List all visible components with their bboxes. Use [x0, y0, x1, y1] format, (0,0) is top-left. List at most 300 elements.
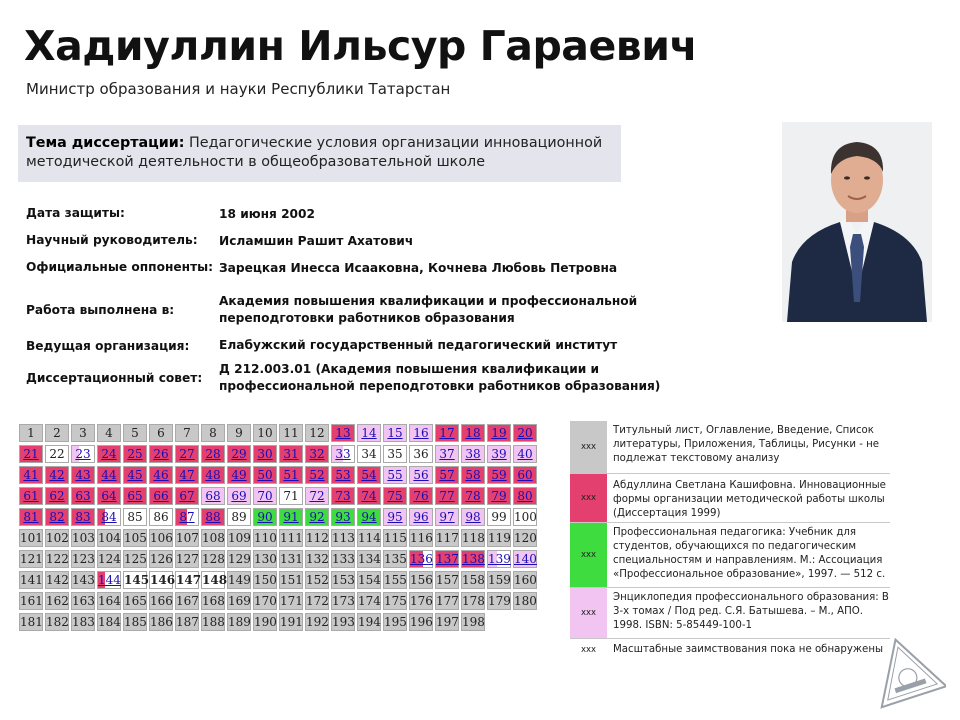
info-row [26, 233, 726, 260]
page-number: 3 [79, 426, 87, 440]
page-number: 168 [202, 594, 225, 608]
page-cell [253, 592, 277, 610]
page-number: 8 [209, 426, 217, 440]
page-number: 83 [75, 510, 91, 524]
legend-row [570, 474, 890, 523]
page-cell [513, 592, 537, 610]
page-number: 79 [491, 489, 507, 503]
page-number: 63 [75, 489, 91, 503]
page-number: 2 [53, 426, 61, 440]
page-cell[interactable] [175, 487, 199, 505]
page-cell [357, 613, 381, 631]
page-cell [227, 550, 251, 568]
page-number: 122 [46, 552, 69, 566]
page-number: 111 [280, 531, 303, 545]
page-cell[interactable] [45, 487, 69, 505]
page-cell [201, 613, 225, 631]
page-cell[interactable] [409, 550, 433, 568]
page-cell[interactable] [253, 508, 277, 526]
page-cell[interactable] [487, 424, 511, 442]
page-cell [409, 613, 433, 631]
page-cell[interactable] [461, 550, 485, 568]
legend-row [570, 588, 890, 639]
page-number: 121 [20, 552, 43, 566]
page-cell[interactable] [71, 487, 95, 505]
page-cell [279, 550, 303, 568]
page-cell [123, 592, 147, 610]
page-cell[interactable] [331, 487, 355, 505]
page-number: 162 [46, 594, 69, 608]
page-cell[interactable] [227, 466, 251, 484]
page-number: 113 [332, 531, 355, 545]
page-number: 32 [309, 447, 325, 461]
page-number: 31 [283, 447, 299, 461]
topic-label: Тема диссертации: [26, 135, 185, 151]
legend-text: Абдуллина Светлана Кашифовна. Инновационные формы организации методической работы школы (Диссертация 1999) [613, 480, 886, 519]
page-number: 112 [306, 531, 329, 545]
page-number: 34 [361, 447, 377, 461]
page-cell [279, 571, 303, 589]
page-cell [71, 613, 95, 631]
page-number: 151 [280, 573, 303, 587]
page-cell[interactable] [331, 445, 355, 463]
dissertation-info [26, 206, 726, 397]
page-number: 133 [332, 552, 355, 566]
dissertation-topic [18, 125, 621, 182]
page-cell[interactable] [357, 487, 381, 505]
page-number: 149 [228, 573, 251, 587]
position-subtitle: Министр образования и науки Республики Татарстан [26, 80, 451, 98]
page-cell[interactable] [435, 424, 459, 442]
page-cell [149, 592, 173, 610]
page-number: 71 [283, 489, 299, 503]
page-number: 145 [124, 573, 150, 587]
legend-row [570, 523, 890, 588]
page-number: 16 [413, 426, 429, 440]
page-cell [461, 529, 485, 547]
page-number: 105 [124, 531, 147, 545]
page-number: 53 [335, 468, 351, 482]
page-number: 69 [231, 489, 247, 503]
legend-text: Масштабные заимствования пока не обнаружены [613, 644, 884, 655]
legend-text: Энциклопедия профессионального образования: В 3-х томах / Под ред. С.Я. Батышева. – М., АПО. 1998. ISBN: 5-85449-100-1 [613, 592, 889, 631]
legend-swatch: xxx [570, 588, 607, 638]
page-number: 22 [49, 447, 65, 461]
page-number: 15 [387, 426, 403, 440]
page-number: 98 [465, 510, 481, 524]
page-number: 135 [384, 552, 407, 566]
page-cell [357, 529, 381, 547]
page-cell [19, 613, 43, 631]
legend-swatch: xxx [570, 523, 607, 587]
page-cell[interactable] [487, 445, 511, 463]
page-number: 61 [23, 489, 39, 503]
page-cell[interactable] [487, 550, 511, 568]
page-cell[interactable] [71, 445, 95, 463]
page-number: 92 [309, 510, 325, 524]
page-cell [331, 529, 355, 547]
page-number: 191 [280, 615, 303, 629]
page-number: 193 [332, 615, 355, 629]
page-cell[interactable] [19, 487, 43, 505]
page-number: 188 [202, 615, 225, 629]
info-row [26, 332, 726, 359]
page-cell [383, 550, 407, 568]
page-cell[interactable] [253, 445, 277, 463]
page-number: 12 [309, 426, 325, 440]
page-cell[interactable] [461, 424, 485, 442]
page-number: 55 [387, 468, 403, 482]
page-number: 5 [131, 426, 139, 440]
page-cell [409, 571, 433, 589]
page-cell [435, 613, 459, 631]
page-cell[interactable] [253, 466, 277, 484]
info-value: Исламшин Рашит Ахатович [219, 234, 414, 248]
page-number: 29 [231, 447, 247, 461]
page-cell[interactable] [357, 508, 381, 526]
page-cell [175, 592, 199, 610]
page-number: 93 [335, 510, 351, 524]
page-cell [383, 445, 407, 463]
page-cell[interactable] [383, 508, 407, 526]
page-number: 116 [410, 531, 433, 545]
page-cell[interactable] [201, 508, 225, 526]
legend [570, 421, 890, 661]
page-cell [123, 424, 147, 442]
page-cell [71, 529, 95, 547]
page-number: 186 [150, 615, 173, 629]
page-number: 132 [306, 552, 329, 566]
page-cell[interactable] [19, 508, 43, 526]
page-number: 163 [72, 594, 95, 608]
page-cell[interactable] [383, 487, 407, 505]
info-value: Елабужский государственный педагогический институт [219, 338, 618, 352]
page-number: 18 [465, 426, 481, 440]
page-number: 126 [150, 552, 173, 566]
legend-swatch: xxx [570, 639, 607, 661]
page-cell[interactable] [409, 487, 433, 505]
page-cell [175, 571, 202, 589]
antiplagiat-stamp-icon [866, 632, 946, 712]
page-number: 86 [153, 510, 169, 524]
page-cell [97, 613, 121, 631]
page-number: 150 [254, 573, 277, 587]
page-cell[interactable] [19, 466, 43, 484]
page-number: 42 [49, 468, 65, 482]
page-cell[interactable] [97, 508, 121, 526]
page-number: 102 [46, 531, 69, 545]
page-number: 158 [462, 573, 485, 587]
page-number: 40 [517, 447, 533, 461]
page-cell [97, 550, 121, 568]
page-number: 41 [23, 468, 39, 482]
page-number: 134 [358, 552, 381, 566]
page-cell[interactable] [487, 466, 511, 484]
page-cell [305, 529, 329, 547]
page-cell[interactable] [175, 445, 199, 463]
page-cell [201, 529, 225, 547]
page-number: 166 [150, 594, 173, 608]
page-cell [149, 529, 173, 547]
page-number: 6 [157, 426, 165, 440]
page-cell[interactable] [331, 424, 355, 442]
page-number: 165 [124, 594, 147, 608]
page-number: 43 [75, 468, 91, 482]
page-cell[interactable] [305, 445, 329, 463]
page-cell[interactable] [383, 424, 407, 442]
page-number: 128 [202, 552, 225, 566]
page-cell[interactable] [357, 424, 381, 442]
page-cell [71, 550, 95, 568]
info-label: Официальные оппоненты: [26, 260, 214, 274]
page-number: 155 [384, 573, 407, 587]
page-cell [45, 424, 69, 442]
page-number: 172 [306, 594, 329, 608]
page-cell[interactable] [71, 508, 95, 526]
page-number: 35 [387, 447, 403, 461]
page-number: 75 [387, 489, 403, 503]
page-cell[interactable] [513, 550, 537, 568]
page-number: 11 [283, 426, 299, 440]
page-cell[interactable] [149, 466, 173, 484]
page-cell [357, 550, 381, 568]
page-number: 137 [436, 552, 459, 566]
page-cell[interactable] [513, 445, 537, 463]
page-number: 13 [335, 426, 351, 440]
page-number: 27 [179, 447, 195, 461]
page-cell[interactable] [123, 445, 147, 463]
page-number: 58 [465, 468, 481, 482]
page-number: 9 [235, 426, 243, 440]
page-number: 157 [436, 573, 459, 587]
page-cell[interactable] [513, 487, 537, 505]
page-cell[interactable] [435, 508, 459, 526]
page-number: 54 [361, 468, 377, 482]
page-number: 44 [101, 468, 117, 482]
page-cell[interactable] [71, 466, 95, 484]
page-cell[interactable] [435, 550, 459, 568]
page-number: 148 [202, 573, 228, 587]
page-number: 170 [254, 594, 277, 608]
page-cell[interactable] [123, 487, 147, 505]
page-cell[interactable] [201, 487, 225, 505]
info-value: Д 212.003.01 (Академия повышения квалификации и профессиональной переподготовки работников образования) [219, 362, 661, 393]
page-cell[interactable] [97, 466, 121, 484]
page-cell [19, 571, 43, 589]
page-cell [331, 571, 355, 589]
page-number: 23 [75, 447, 91, 461]
page-cell[interactable] [45, 466, 69, 484]
page-cell[interactable] [279, 466, 303, 484]
page-cell[interactable] [279, 445, 303, 463]
page-number: 59 [491, 468, 507, 482]
page-number: 85 [127, 510, 143, 524]
page-cell[interactable] [97, 445, 121, 463]
page-number: 147 [176, 573, 202, 587]
page-number: 26 [153, 447, 169, 461]
page-number: 159 [488, 573, 511, 587]
page-cell[interactable] [331, 466, 355, 484]
page-cell [305, 424, 329, 442]
page-cell[interactable] [383, 466, 407, 484]
page-cell [253, 529, 277, 547]
page-number: 87 [179, 510, 195, 524]
page-cell[interactable] [357, 466, 381, 484]
page-number: 196 [410, 615, 433, 629]
page-cell [409, 445, 433, 463]
page-number: 107 [176, 531, 199, 545]
page-cell [175, 424, 199, 442]
page-cell [487, 508, 511, 526]
page-cell [123, 613, 147, 631]
page-number: 194 [358, 615, 381, 629]
page-number: 38 [465, 447, 481, 461]
page-cell [227, 424, 251, 442]
page-cell[interactable] [253, 487, 277, 505]
page-number: 94 [361, 510, 377, 524]
page-cell [279, 487, 303, 505]
page-cell[interactable] [19, 445, 43, 463]
page-cell[interactable] [435, 487, 459, 505]
info-row [26, 359, 726, 397]
page-number: 195 [384, 615, 407, 629]
page-cell[interactable] [409, 508, 433, 526]
page-cell[interactable] [461, 466, 485, 484]
page-number: 78 [465, 489, 481, 503]
legend-swatch: xxx [570, 474, 607, 522]
page-cell[interactable] [279, 508, 303, 526]
page-cell [201, 550, 225, 568]
page-cell [45, 571, 69, 589]
page-cell[interactable] [461, 508, 485, 526]
page-number: 124 [98, 552, 121, 566]
page-cell[interactable] [201, 445, 225, 463]
page-number: 131 [280, 552, 303, 566]
page-cell [201, 592, 225, 610]
page-cell [331, 592, 355, 610]
page-cell[interactable] [97, 487, 121, 505]
page-number: 106 [150, 531, 173, 545]
page-number: 66 [153, 489, 169, 503]
page-number: 46 [153, 468, 169, 482]
page-number: 110 [254, 531, 277, 545]
page-number: 97 [439, 510, 455, 524]
page-number: 17 [439, 426, 455, 440]
page-cell [149, 571, 176, 589]
page-number: 95 [387, 510, 403, 524]
page-number: 143 [72, 573, 95, 587]
page-cell [357, 592, 381, 610]
page-cell [331, 550, 355, 568]
page-cell [227, 592, 251, 610]
page-cell [45, 445, 69, 463]
page-number: 192 [306, 615, 329, 629]
page-cell [461, 571, 485, 589]
page-cell[interactable] [123, 466, 147, 484]
info-value: 18 июня 2002 [219, 207, 316, 221]
info-row [26, 206, 726, 233]
page-cell[interactable] [175, 466, 199, 484]
page-number: 99 [491, 510, 507, 524]
page-cell[interactable] [45, 508, 69, 526]
page-number: 57 [439, 468, 455, 482]
info-label: Дата защиты: [26, 206, 125, 220]
page-cell[interactable] [175, 508, 199, 526]
page-number: 82 [49, 510, 65, 524]
page-cell[interactable] [409, 466, 433, 484]
page-number: 47 [179, 468, 195, 482]
page-cell [227, 508, 251, 526]
page-cell[interactable] [227, 445, 251, 463]
page-cell [123, 529, 147, 547]
page-cell[interactable] [149, 445, 173, 463]
page-number: 52 [309, 468, 325, 482]
page-number: 4 [105, 426, 113, 440]
page-number: 65 [127, 489, 143, 503]
page-cell[interactable] [97, 571, 121, 589]
page-number: 108 [202, 531, 225, 545]
page-cell[interactable] [305, 466, 329, 484]
page-cell [71, 571, 95, 589]
page-cell [123, 571, 150, 589]
page-number: 62 [49, 489, 65, 503]
page-cell[interactable] [331, 508, 355, 526]
page-cell [279, 592, 303, 610]
page-number: 50 [257, 468, 273, 482]
page-number: 89 [231, 510, 247, 524]
page-cell [383, 529, 407, 547]
page-cell [45, 529, 69, 547]
page-cell [383, 571, 407, 589]
info-label: Работа выполнена в: [26, 302, 175, 317]
page-cell [227, 571, 251, 589]
page-cell[interactable] [461, 445, 485, 463]
page-cell[interactable] [227, 487, 251, 505]
page-cell[interactable] [461, 487, 485, 505]
page-cell[interactable] [201, 466, 225, 484]
page-cell[interactable] [513, 424, 537, 442]
page-cell[interactable] [305, 487, 329, 505]
page-number: 114 [358, 531, 381, 545]
page-number: 117 [436, 531, 459, 545]
page-number: 37 [439, 447, 455, 461]
page-cell [253, 550, 277, 568]
page-number: 64 [101, 489, 117, 503]
page-cell [175, 613, 199, 631]
legend-text: Профессиональная педагогика: Учебник для студентов, обучающихся по педагогическим специальностям и направлениям. М.: Ассоциация «Профессиональное образование», 1997. — 512 с. [613, 527, 886, 580]
page-cell[interactable] [149, 487, 173, 505]
page-cell [513, 529, 537, 547]
page-cell [513, 508, 537, 526]
page-cell[interactable] [487, 487, 511, 505]
legend-swatch: xxx [570, 421, 607, 473]
page-number: 14 [361, 426, 377, 440]
page-cell [175, 550, 199, 568]
page-cell [19, 424, 43, 442]
page-cell[interactable] [513, 466, 537, 484]
page-cell [409, 592, 433, 610]
page-cell[interactable] [305, 508, 329, 526]
page-number: 120 [514, 531, 537, 545]
page-number: 190 [254, 615, 277, 629]
page-number: 76 [413, 489, 429, 503]
page-cell[interactable] [435, 466, 459, 484]
page-cell[interactable] [435, 445, 459, 463]
page-cell[interactable] [409, 424, 433, 442]
page-number: 91 [283, 510, 299, 524]
page-number: 156 [410, 573, 433, 587]
page-cell [357, 571, 381, 589]
